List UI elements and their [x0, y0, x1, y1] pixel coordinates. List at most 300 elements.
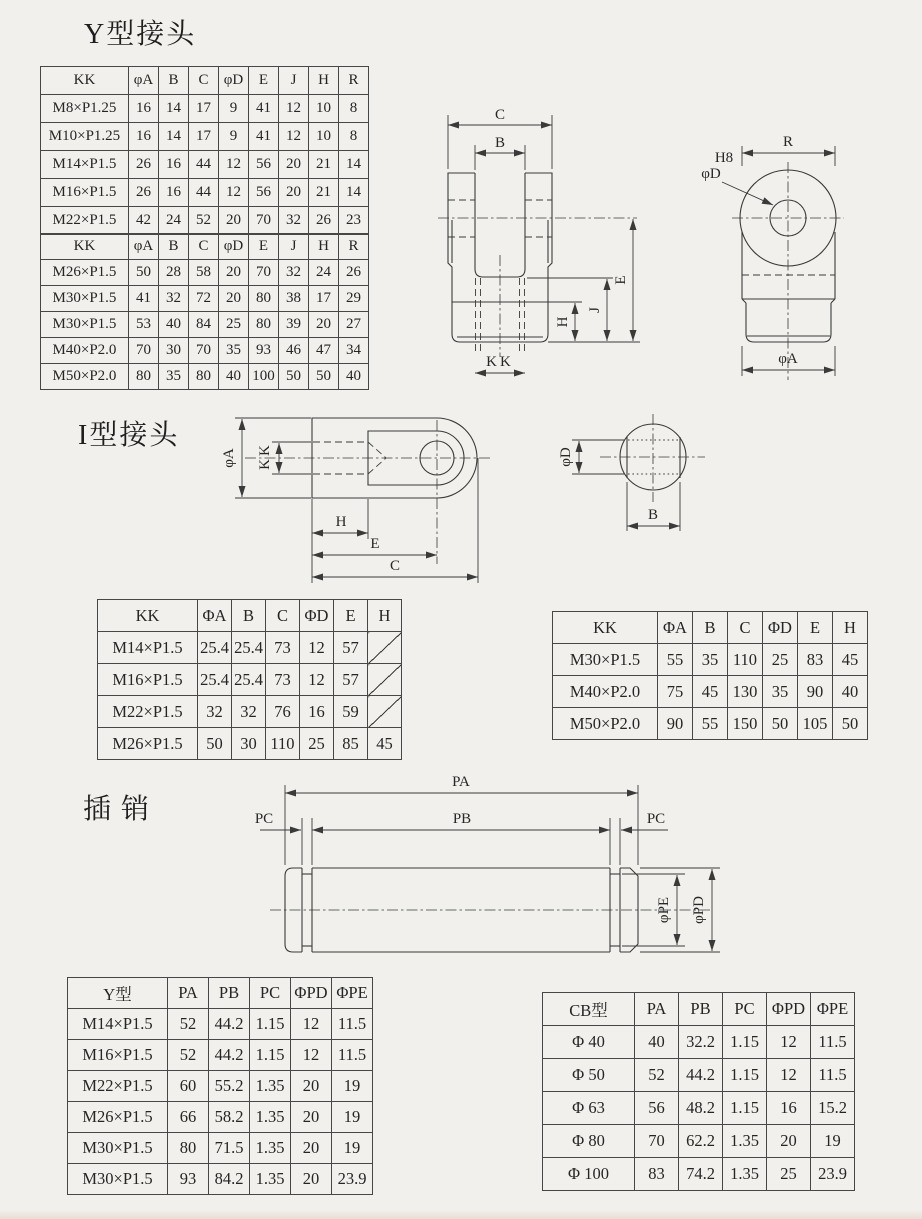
table-cell: 12	[767, 1059, 811, 1092]
table-cell: 27	[339, 312, 369, 338]
table-row	[41, 179, 369, 207]
table-cell: 20	[279, 151, 309, 179]
table-cell: 93	[168, 1164, 209, 1195]
table-cell: 32	[198, 696, 232, 728]
table-cell: 56	[249, 151, 279, 179]
table-cell: 100	[249, 364, 279, 390]
row-label: M22×P1.5	[98, 696, 198, 728]
table-cell: 20	[279, 179, 309, 207]
table-cell: 55	[693, 708, 728, 740]
dim-pc-right	[621, 811, 668, 830]
table-row	[543, 1059, 855, 1092]
table-cell: 55.2	[209, 1071, 250, 1102]
row-label: M22×P1.5	[41, 207, 129, 235]
table-cell: 1.35	[723, 1158, 767, 1191]
table-cell: 14	[339, 179, 369, 207]
column-header: R	[339, 234, 369, 260]
table-cell: 45	[693, 676, 728, 708]
row-label: M30×P1.5	[68, 1164, 168, 1195]
column-header: ΦA	[658, 612, 693, 644]
table-cell: 41	[129, 286, 159, 312]
table-cell: 70	[129, 338, 159, 364]
table-cell: 32.2	[679, 1026, 723, 1059]
table-cell: 50	[833, 708, 868, 740]
i-joint-side-view-drawing	[221, 398, 505, 593]
table-row	[68, 1009, 373, 1040]
table-cell	[368, 664, 402, 696]
right-dims	[527, 219, 640, 342]
table-cell: 47	[309, 338, 339, 364]
column-header: CB型	[543, 993, 635, 1026]
table-cell: 52	[168, 1009, 209, 1040]
column-header: ΦD	[763, 612, 798, 644]
table-row	[68, 1102, 373, 1133]
table-cell: 74.2	[679, 1158, 723, 1191]
column-header: PB	[209, 978, 250, 1009]
table-row	[68, 1164, 373, 1195]
table-cell: 32	[159, 286, 189, 312]
column-header: φA	[129, 234, 159, 260]
table-row	[98, 696, 402, 728]
table-cell: 44.2	[209, 1040, 250, 1071]
table-cell: 9	[219, 123, 249, 151]
section-title-y-joint: Y型接头	[84, 19, 197, 50]
column-header: ΦPD	[291, 978, 332, 1009]
table-cell: 10	[309, 95, 339, 123]
table-cell: 12	[219, 179, 249, 207]
column-header: KK	[41, 67, 129, 95]
table-cell: 42	[129, 207, 159, 235]
table-cell: 25	[763, 644, 798, 676]
dim-label-h: H	[555, 316, 571, 328]
table-cell: 39	[279, 312, 309, 338]
table-cell: 20	[309, 312, 339, 338]
table-cell: 14	[159, 95, 189, 123]
table-cell: 8	[339, 95, 369, 123]
row-label: M14×P1.5	[98, 632, 198, 664]
table-cell: 16	[129, 95, 159, 123]
table-cell: 32	[279, 260, 309, 286]
table-cell: 70	[249, 260, 279, 286]
table-cell: 16	[300, 696, 334, 728]
i-joint-table-left	[97, 599, 402, 760]
table-header-row	[98, 600, 402, 632]
table-cell: 30	[159, 338, 189, 364]
table-row	[41, 286, 369, 312]
table-cell: 20	[291, 1164, 332, 1195]
table-cell: 14	[159, 123, 189, 151]
column-header: E	[798, 612, 833, 644]
table-cell: 12	[279, 95, 309, 123]
table-row	[543, 1125, 855, 1158]
table-cell: 25.4	[232, 664, 266, 696]
column-header: R	[339, 67, 369, 95]
table-cell: 55	[658, 644, 693, 676]
row-label: Φ 100	[543, 1158, 635, 1191]
table-cell: 1.35	[250, 1164, 291, 1195]
table-cell: 25.4	[198, 632, 232, 664]
table-cell: 41	[249, 95, 279, 123]
table-cell: 50	[309, 364, 339, 390]
row-label: Φ 80	[543, 1125, 635, 1158]
table-cell: 90	[658, 708, 693, 740]
table-cell: 40	[833, 676, 868, 708]
table-cell: 1.35	[250, 1102, 291, 1133]
column-header: E	[249, 234, 279, 260]
table-cell: 58.2	[209, 1102, 250, 1133]
table-cell: 1.35	[250, 1071, 291, 1102]
table-row	[553, 676, 868, 708]
dim-label-j: J	[587, 307, 603, 313]
table-cell: 50	[763, 708, 798, 740]
dim-label-kk: KK	[257, 442, 273, 470]
table-cell: 23.9	[811, 1158, 855, 1191]
column-header: ΦA	[198, 600, 232, 632]
column-header: ΦPE	[332, 978, 373, 1009]
table-cell: 12	[291, 1009, 332, 1040]
table-header-row	[41, 67, 369, 95]
dim-label-c: C	[494, 107, 506, 123]
table-cell: 19	[332, 1133, 373, 1164]
table-cell: 25.4	[198, 664, 232, 696]
table-cell: 17	[189, 123, 219, 151]
row-label: M30×P1.5	[553, 644, 658, 676]
table-cell: 12	[767, 1026, 811, 1059]
table-cell: 40	[635, 1026, 679, 1059]
table-cell: 57	[334, 664, 368, 696]
column-header: C	[266, 600, 300, 632]
dim-label-e: E	[370, 536, 380, 552]
table-cell: 44	[189, 151, 219, 179]
table-cell: 59	[334, 696, 368, 728]
dim-label-pc-right: PC	[646, 811, 666, 827]
table-cell: 35	[693, 644, 728, 676]
dim-label-h: H	[335, 514, 347, 530]
table-cell: 38	[279, 286, 309, 312]
pin-table-y-type	[67, 977, 373, 1195]
table-row	[543, 1158, 855, 1191]
table-cell: 35	[219, 338, 249, 364]
pin-outline	[270, 868, 710, 952]
dim-pa	[285, 774, 638, 793]
table-cell: 71.5	[209, 1133, 250, 1164]
table-cell: 53	[129, 312, 159, 338]
dim-pc-left	[255, 811, 301, 830]
row-label: M50×P2.0	[41, 364, 129, 390]
column-header: C	[728, 612, 763, 644]
y-joint-front-view-drawing	[432, 95, 652, 385]
column-header: H	[309, 234, 339, 260]
dim-label-e: E	[613, 275, 629, 285]
column-header: KK	[98, 600, 198, 632]
table-cell: 32	[232, 696, 266, 728]
eye-outline	[732, 162, 844, 380]
table-cell: 80	[129, 364, 159, 390]
table-cell: 30	[232, 728, 266, 760]
table-cell: 11.5	[811, 1026, 855, 1059]
table-cell: 52	[189, 207, 219, 235]
table-cell: 84	[189, 312, 219, 338]
table-cell: 11.5	[332, 1040, 373, 1071]
table-cell: 80	[168, 1133, 209, 1164]
column-header: B	[693, 612, 728, 644]
table-cell: 80	[249, 312, 279, 338]
table-cell: 25.4	[232, 632, 266, 664]
table-cell: 110	[266, 728, 300, 760]
table-row	[41, 95, 369, 123]
row-label: Φ 50	[543, 1059, 635, 1092]
i-joint-end-view-drawing	[552, 398, 707, 538]
dim-label-b: B	[647, 507, 659, 523]
table-row	[41, 312, 369, 338]
column-header: B	[159, 234, 189, 260]
column-header: E	[334, 600, 368, 632]
table-cell: 28	[159, 260, 189, 286]
table-cell: 60	[168, 1071, 209, 1102]
table-cell: 56	[635, 1092, 679, 1125]
row-label: M40×P2.0	[553, 676, 658, 708]
table-cell: 21	[309, 179, 339, 207]
dim-label-pb: PB	[452, 811, 472, 827]
end-view-outline	[600, 414, 705, 502]
column-header: J	[279, 67, 309, 95]
table-cell: 19	[332, 1102, 373, 1133]
bottom-dims	[312, 458, 478, 583]
dim-label-kk: KK	[486, 354, 514, 370]
dim-kk	[475, 354, 525, 373]
table-row	[41, 260, 369, 286]
table-cell: 19	[811, 1125, 855, 1158]
table-cell: 16	[159, 179, 189, 207]
table-cell: 76	[266, 696, 300, 728]
table-cell: 66	[168, 1102, 209, 1133]
table-cell: 25	[767, 1158, 811, 1191]
row-label: M14×P1.5	[68, 1009, 168, 1040]
row-label: M14×P1.5	[41, 151, 129, 179]
table-cell: 10	[309, 123, 339, 151]
table-cell: 20	[219, 286, 249, 312]
table-row	[41, 338, 369, 364]
table-row	[543, 1026, 855, 1059]
table-cell: 70	[635, 1125, 679, 1158]
table-cell: 50	[198, 728, 232, 760]
table-cell: 20	[219, 260, 249, 286]
column-header: H	[368, 600, 402, 632]
table-row	[68, 1040, 373, 1071]
y-joint-table-small	[40, 66, 369, 235]
y-joint-table-large	[40, 233, 369, 390]
row-label: M22×P1.5	[68, 1071, 168, 1102]
table-cell	[368, 632, 402, 664]
dim-b	[475, 135, 525, 170]
table-cell: 12	[279, 123, 309, 151]
table-cell: 73	[266, 632, 300, 664]
dim-phi-a	[742, 346, 835, 376]
column-header: J	[279, 234, 309, 260]
table-cell: 20	[767, 1125, 811, 1158]
column-header: H	[309, 67, 339, 95]
table-row	[98, 632, 402, 664]
table-cell: 16	[129, 123, 159, 151]
dim-label-b: B	[494, 135, 506, 151]
table-row	[98, 664, 402, 696]
i-joint-table-right	[552, 611, 868, 740]
column-header: KK	[553, 612, 658, 644]
table-cell: 1.15	[723, 1059, 767, 1092]
dim-b	[627, 482, 680, 531]
table-cell: 12	[219, 151, 249, 179]
table-cell: 25	[219, 312, 249, 338]
table-cell: 21	[309, 151, 339, 179]
table-cell: 20	[291, 1071, 332, 1102]
table-cell: 56	[249, 179, 279, 207]
pin-table-cb-type	[542, 992, 855, 1191]
column-header: B	[232, 600, 266, 632]
table-cell: 84.2	[209, 1164, 250, 1195]
table-cell: 58	[189, 260, 219, 286]
table-cell: 26	[309, 207, 339, 235]
table-cell: 26	[129, 179, 159, 207]
table-cell: 105	[798, 708, 833, 740]
table-cell: 20	[291, 1133, 332, 1164]
y-joint-side-view-drawing	[688, 120, 878, 390]
table-row	[41, 207, 369, 235]
row-label: M30×P1.5	[41, 286, 129, 312]
row-label: M50×P2.0	[553, 708, 658, 740]
table-cell: 50	[279, 364, 309, 390]
table-cell: 12	[300, 632, 334, 664]
section-title-i-joint: I型接头	[78, 420, 180, 451]
column-header: ΦPE	[811, 993, 855, 1026]
dim-label-phi-d: φD	[701, 166, 721, 182]
table-header-row	[41, 234, 369, 260]
table-row	[553, 708, 868, 740]
column-header: φD	[219, 234, 249, 260]
table-row	[543, 1092, 855, 1125]
table-cell: 20	[219, 207, 249, 235]
row-label: M26×P1.5	[68, 1102, 168, 1133]
table-row	[68, 1133, 373, 1164]
table-cell: 29	[339, 286, 369, 312]
table-cell: 16	[159, 151, 189, 179]
table-cell: 23.9	[332, 1164, 373, 1195]
dim-label-r: R	[782, 134, 794, 150]
table-cell: 130	[728, 676, 763, 708]
table-cell: 73	[266, 664, 300, 696]
table-cell: 150	[728, 708, 763, 740]
table-cell: 85	[334, 728, 368, 760]
table-cell: 25	[300, 728, 334, 760]
table-cell: 12	[300, 664, 334, 696]
row-label: M8×P1.25	[41, 95, 129, 123]
table-cell: 35	[159, 364, 189, 390]
table-cell: 15.2	[811, 1092, 855, 1125]
row-label: M10×P1.25	[41, 123, 129, 151]
table-cell: 50	[129, 260, 159, 286]
eye-bolt-outline	[245, 418, 493, 564]
table-cell: 70	[249, 207, 279, 235]
table-row	[68, 1071, 373, 1102]
column-header: φA	[129, 67, 159, 95]
table-cell: 110	[728, 644, 763, 676]
table-cell: 80	[249, 286, 279, 312]
table-cell: 26	[339, 260, 369, 286]
table-cell: 8	[339, 123, 369, 151]
table-cell: 44.2	[679, 1059, 723, 1092]
column-header: ΦPD	[767, 993, 811, 1026]
table-header-row	[68, 978, 373, 1009]
row-label: M30×P1.5	[68, 1133, 168, 1164]
table-cell: 40	[159, 312, 189, 338]
pin-drawing	[248, 772, 738, 972]
table-cell: 83	[635, 1158, 679, 1191]
table-cell: 12	[291, 1040, 332, 1071]
table-cell: 40	[219, 364, 249, 390]
table-cell: 70	[189, 338, 219, 364]
table-cell: 1.35	[723, 1125, 767, 1158]
dim-label-phi-a: φA	[221, 448, 237, 468]
column-header: ΦD	[300, 600, 334, 632]
table-cell: 72	[189, 286, 219, 312]
table-cell: 19	[332, 1071, 373, 1102]
table-cell: 48.2	[679, 1092, 723, 1125]
table-cell: 44.2	[209, 1009, 250, 1040]
table-cell: 9	[219, 95, 249, 123]
table-cell: 46	[279, 338, 309, 364]
dim-label-phi-d: φD	[558, 447, 574, 467]
row-label: M26×P1.5	[41, 260, 129, 286]
table-cell: 90	[798, 676, 833, 708]
column-header: PC	[723, 993, 767, 1026]
row-label: Φ 63	[543, 1092, 635, 1125]
table-cell: 20	[291, 1102, 332, 1133]
column-header: KK	[41, 234, 129, 260]
table-cell: 52	[635, 1059, 679, 1092]
dim-label-h8: H8	[714, 150, 734, 166]
table-cell: 24	[309, 260, 339, 286]
table-row	[553, 644, 868, 676]
dim-pb	[312, 811, 610, 830]
table-cell: 1.35	[250, 1133, 291, 1164]
scan-edge	[0, 1210, 922, 1219]
table-cell: 80	[189, 364, 219, 390]
table-header-row	[553, 612, 868, 644]
row-label: M30×P1.5	[41, 312, 129, 338]
row-label: M16×P1.5	[98, 664, 198, 696]
table-cell: 1.15	[250, 1009, 291, 1040]
row-label: M40×P2.0	[41, 338, 129, 364]
dim-r	[742, 134, 835, 166]
row-label: M16×P1.5	[68, 1040, 168, 1071]
table-cell: 34	[339, 338, 369, 364]
table-cell: 17	[309, 286, 339, 312]
dim-label-phi-pe: φPE	[656, 896, 672, 924]
table-row	[98, 728, 402, 760]
dim-label-phi-pd: φPD	[691, 896, 707, 924]
column-header: PB	[679, 993, 723, 1026]
table-cell: 52	[168, 1040, 209, 1071]
column-header: PC	[250, 978, 291, 1009]
table-row	[41, 123, 369, 151]
table-cell: 17	[189, 95, 219, 123]
row-label: M16×P1.5	[41, 179, 129, 207]
table-cell	[368, 696, 402, 728]
table-cell: 11.5	[332, 1009, 373, 1040]
table-cell: 32	[279, 207, 309, 235]
table-row	[41, 364, 369, 390]
column-header: B	[159, 67, 189, 95]
column-header: Y型	[68, 978, 168, 1009]
